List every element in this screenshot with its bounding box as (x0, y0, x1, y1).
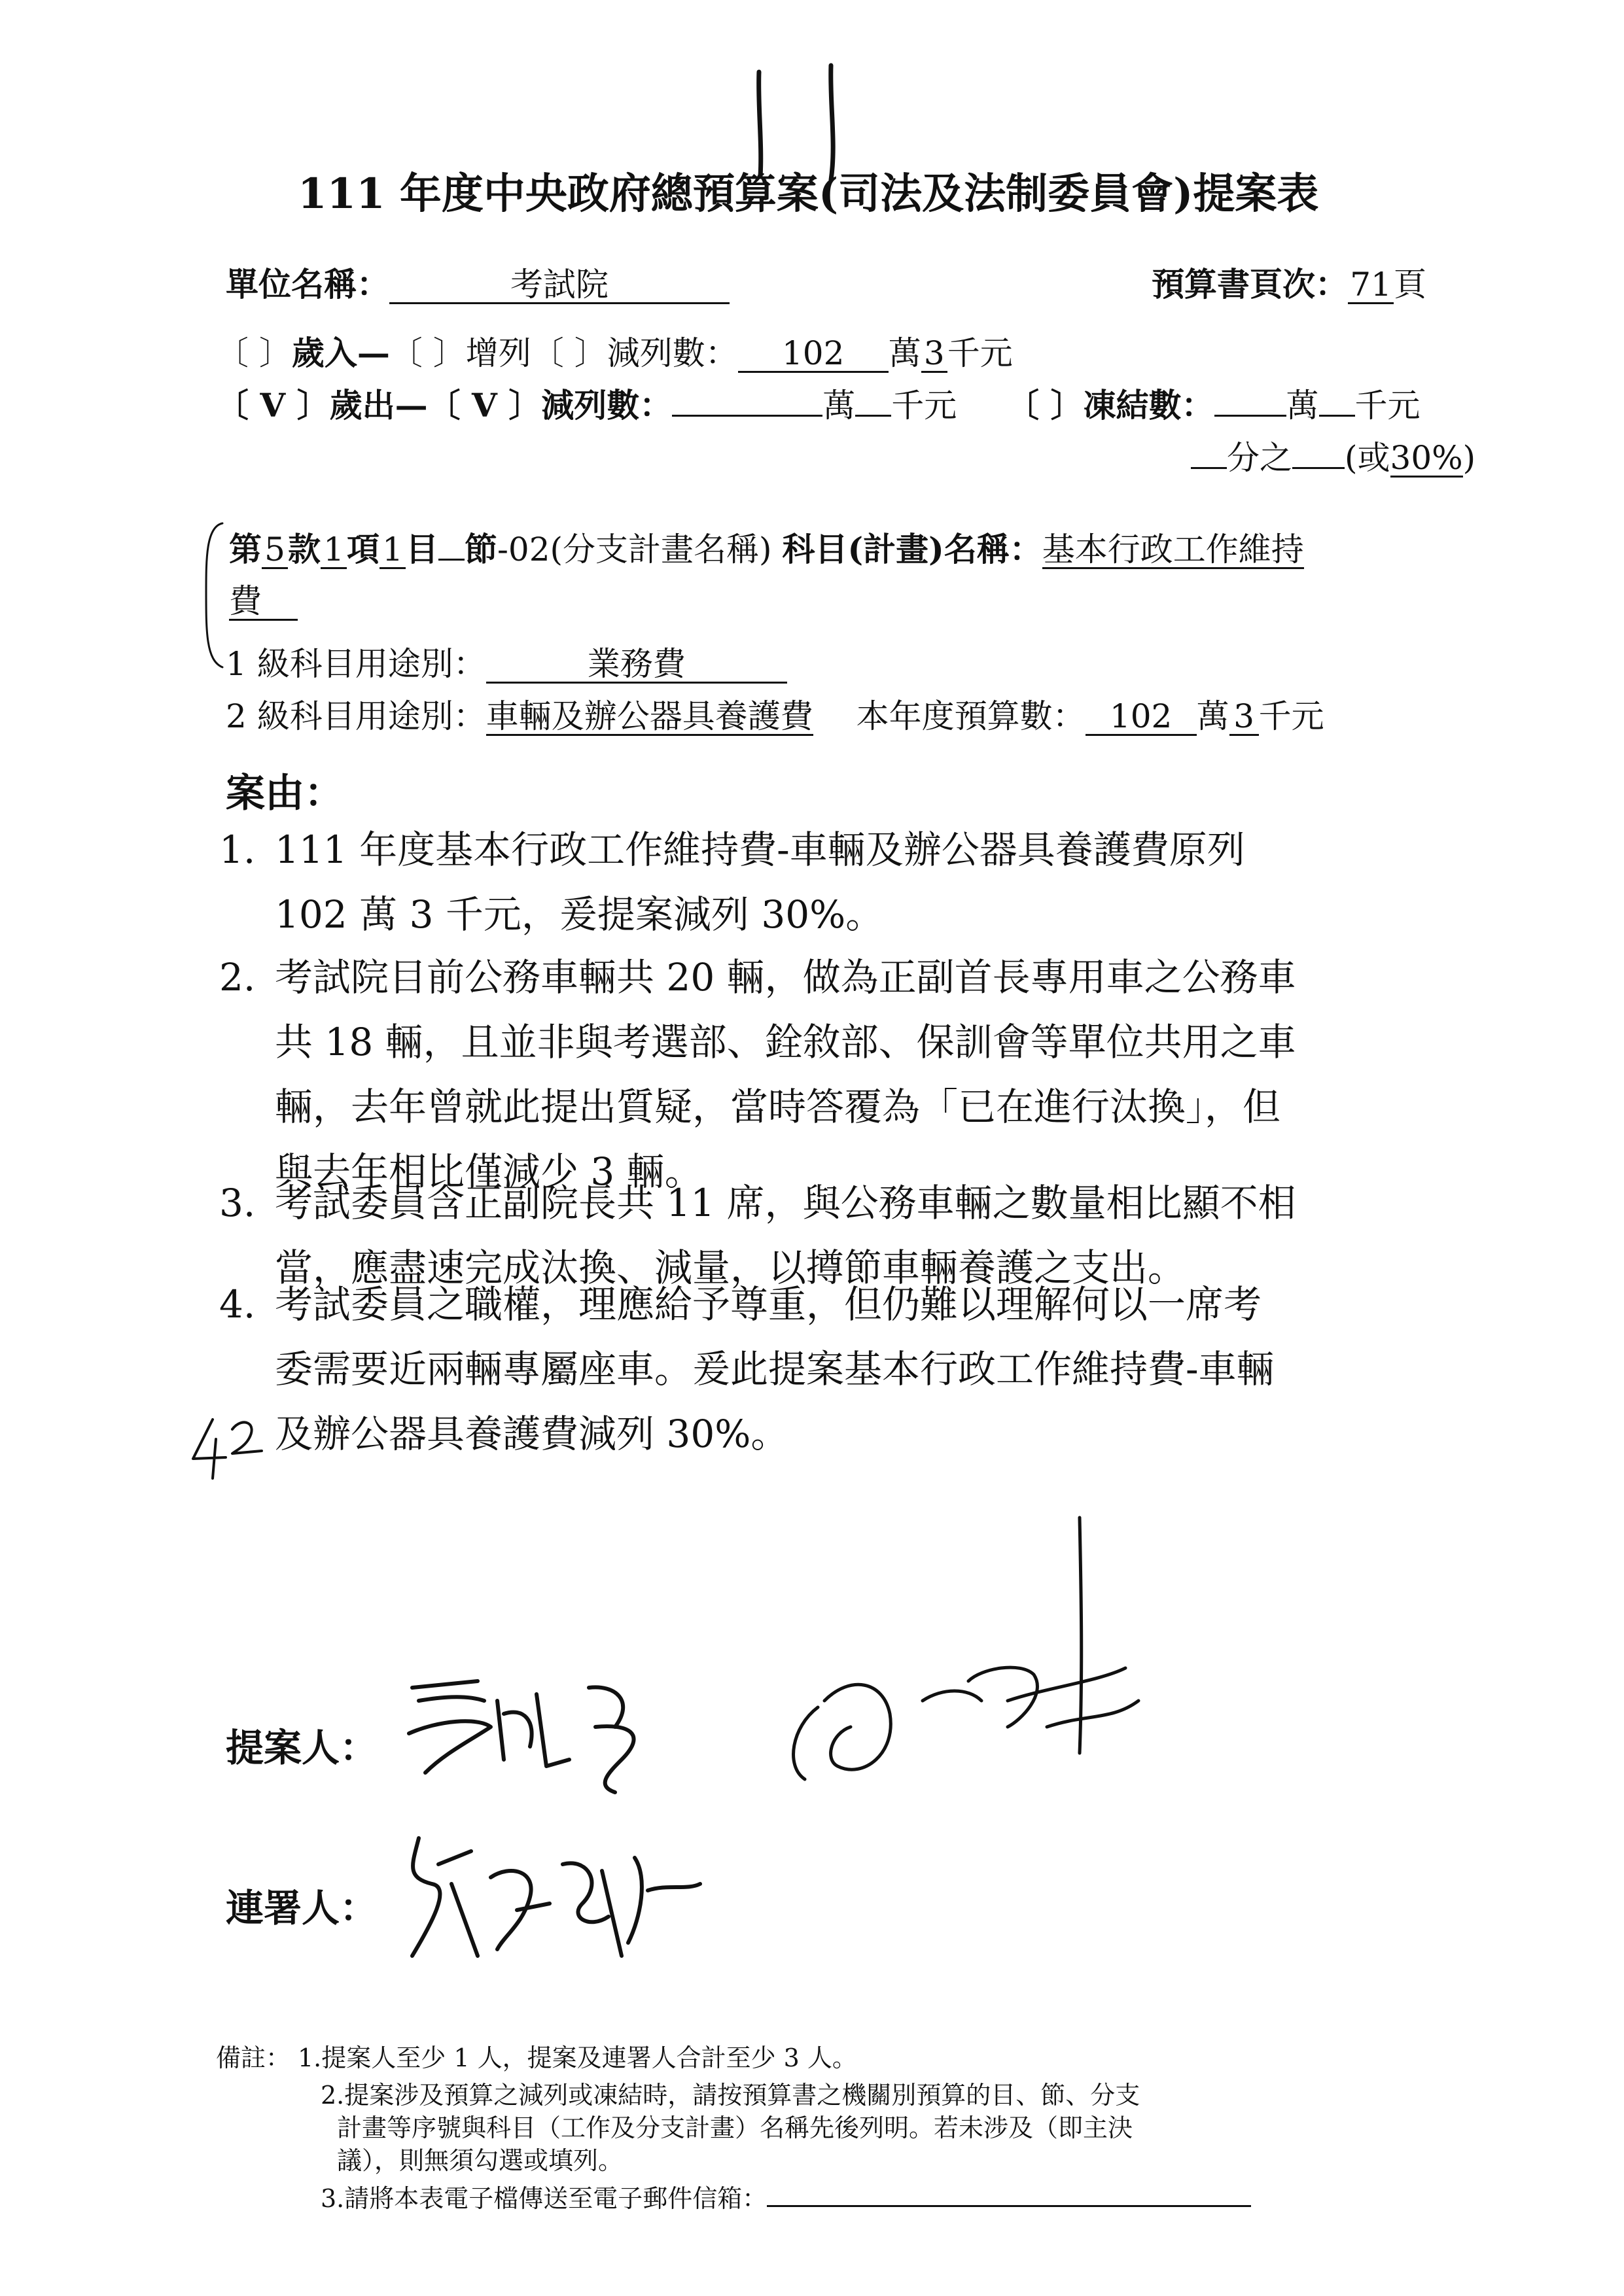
expenditure-wan: 萬 (822, 387, 856, 425)
revenue-bracket-close: 〕 (258, 334, 292, 372)
subject-prefix: 第 (229, 530, 262, 568)
revenue-amount-qian: 3 (921, 336, 947, 373)
revenue-amount-wan: 102 (738, 336, 889, 373)
level2-budget-wan: 102 (1086, 699, 1197, 736)
reason-line: 考試委員含正副院長共 11 席，與公務車輛之數量相比顯不相 (275, 1181, 1296, 1225)
freeze-wan: 萬 (1286, 387, 1319, 425)
note-line-email (321, 2178, 1251, 2214)
level2-value: 車輛及辦公器具養護費 (485, 697, 813, 735)
reason-line: 111 年度基本行政工作維持費-車輛及辦公器具養護費原列 (275, 827, 1245, 872)
level1-label: 1 級科目用途別： (226, 645, 486, 683)
email-input-blank[interactable] (767, 2205, 1251, 2207)
unit-label: 單位名稱： (226, 265, 389, 304)
revenue-qian-unit: 千元 (947, 334, 1013, 372)
reason-line: 委需要近兩輛專屬座車。爰此提案基本行政工作維持費-車輛 (275, 1347, 1275, 1391)
freeze-qian: 千元 (1354, 387, 1421, 425)
revenue-decrease-label: 〔 〕減列數： (531, 334, 738, 372)
fraction-denom-blank (1292, 467, 1345, 469)
subject-kuan: 5 (262, 532, 288, 569)
revenue-label: 歲入— (291, 334, 390, 372)
subject-row-2 (229, 582, 298, 621)
level2-label: 2 級科目用途別： (226, 697, 486, 735)
subject-name-line1: 基本行政工作維持 (1042, 531, 1304, 568)
level1-row (226, 638, 787, 685)
note-email-label: 3.請將本表電子檔傳送至電子郵件信箱： (321, 2184, 768, 2213)
reason-line: 及辦公器具養護費減列 30%。 (275, 1412, 789, 1456)
reason-line: 輛，去年曾就此提出質疑，當時答覆為「已在進行汰換」，但 (275, 1085, 1281, 1129)
proposer-signature-1 (399, 1661, 674, 1805)
fraction-row (1191, 432, 1475, 479)
revenue-check[interactable] (249, 334, 259, 372)
fraction-percent: 30% (1390, 439, 1463, 477)
subject-name-line2: 費 (229, 584, 298, 621)
freeze-wan-blank (1214, 415, 1286, 417)
revenue-bracket-open: 〔 (216, 334, 249, 372)
expenditure-qian-unit: 千元 (891, 387, 957, 425)
reason-num: 2. (219, 955, 256, 1000)
subject-branch-note: (分支計畫名稱) (550, 531, 772, 568)
freeze-qian-blank (1319, 415, 1355, 417)
expenditure-label: 〔 V 〕歲出—〔 V 〕減列數： (216, 386, 673, 425)
subject-kuan-label: 款 (288, 530, 321, 568)
revenue-row (216, 327, 1013, 374)
page-title: 111 年度中央政府總預算案(司法及法制委員會)提案表 (298, 169, 1319, 218)
subject-mu-label: 目 (406, 530, 438, 568)
expenditure-row (216, 379, 1421, 426)
subject-mu: 1 (380, 532, 406, 569)
subject-jie-label: 節 (465, 530, 497, 568)
reason-line: 考試院目前公務車輛共 20 輛，做為正副首長專用車之公務車 (275, 955, 1296, 1000)
fraction-fen-zhi: 分之 (1227, 439, 1292, 477)
note-line: 議），則無須勾選或填列。 (337, 2146, 624, 2175)
cosigner-signature (393, 1825, 707, 1989)
reason-heading: 案由： (226, 771, 344, 816)
level2-budget-qian: 3 (1229, 699, 1259, 736)
fraction-close: ) (1462, 439, 1476, 477)
reason-num: 4. (219, 1282, 256, 1327)
reason-line: 共 18 輛，且並非與考選部、銓敘部、保訓會等單位共用之車 (275, 1020, 1296, 1064)
level2-row (226, 690, 1324, 737)
reason-item-1 (219, 818, 1245, 947)
fraction-or-open: (或 (1345, 439, 1390, 477)
reason-line: 102 萬 3 千元，爰提案減列 30%。 (275, 892, 884, 937)
subject-name-label: 科目(計畫)名稱： (782, 530, 1042, 568)
expenditure-qian-blank (855, 415, 891, 417)
reason-line: 當，應盡速完成汰換、減量，以撙節車輛養護之支出。 (275, 1245, 1186, 1290)
revenue-increase-label: 〔 〕增列 (389, 334, 531, 372)
subject-brace (203, 520, 229, 670)
subject-xiang-label: 項 (347, 530, 380, 568)
unit-row (226, 258, 730, 305)
page-ref-value: 71 (1348, 268, 1394, 304)
page-ref-row (1152, 258, 1426, 305)
page-ref-label: 預算書頁次： (1152, 265, 1348, 304)
freeze-label: 〔 〕凍結數： (1006, 386, 1214, 425)
reason-line: 與去年相比僅減少 3 輛。 (275, 1149, 703, 1194)
note-line: 2.提案涉及預算之減列或凍結時，請按預算書之機關別預算的目、節、分支 (321, 2081, 1140, 2110)
notes-label: 備註： (216, 2044, 291, 2072)
expenditure-wan-blank (672, 415, 822, 417)
proposer-signature-2 (772, 1505, 1165, 1845)
reason-item-4 (219, 1272, 1275, 1467)
level1-value: 業務費 (486, 647, 787, 684)
fraction-numer-blank (1191, 467, 1227, 469)
level2-wan: 萬 (1196, 697, 1229, 735)
reason-num: 3. (219, 1181, 256, 1225)
reason-item-2 (219, 945, 1296, 1204)
subject-jie-blank (438, 559, 465, 561)
page-ref-suffix: 頁 (1394, 266, 1426, 304)
unit-value: 考試院 (389, 268, 730, 304)
note-line: 1.提案人至少 1 人，提案及連署人合計至少 3 人。 (298, 2044, 857, 2072)
subject-row (229, 523, 1304, 570)
note-line: 計畫等序號與科目（工作及分支計畫）名稱先後列明。若未涉及（即主決 (337, 2113, 1133, 2142)
subject-branch: -02 (497, 531, 550, 568)
level2-qian-unit: 千元 (1258, 697, 1324, 735)
level2-budget-label: 本年度預算數： (856, 697, 1086, 735)
reason-num: 1. (219, 827, 256, 872)
subject-xiang: 1 (321, 532, 347, 569)
cosigner-label: 連署人： (226, 1886, 378, 1930)
proposer-label: 提案人： (226, 1726, 378, 1770)
handwritten-margin-number (186, 1413, 272, 1485)
revenue-wan: 萬 (888, 334, 921, 372)
reason-line: 考試委員之職權，理應給予尊重，但仍難以理解何以一席考 (275, 1282, 1262, 1327)
